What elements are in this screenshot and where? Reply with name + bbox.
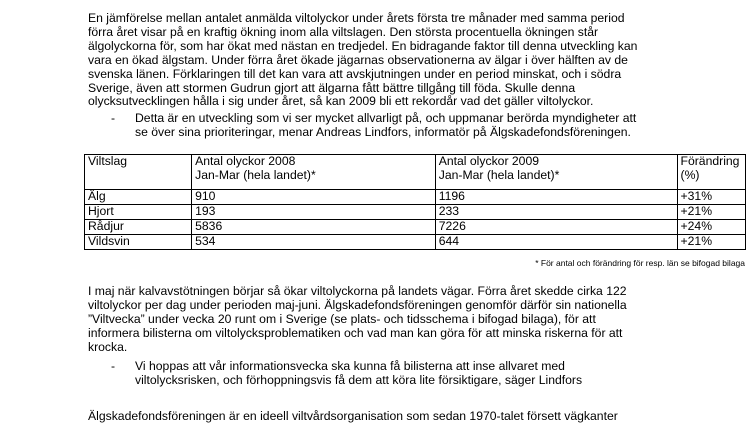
- text-line: förra året visar på en kraftig ökning inom alla viltslagen. Den största procentuella ökningen står: [88, 24, 599, 39]
- header-2009: Antal olyckor 2009 Jan-Mar (hela landet)*: [435, 155, 677, 190]
- cell-2008: 193: [192, 205, 436, 220]
- cell-species: Rådjur: [85, 220, 192, 235]
- cell-change: +21%: [677, 235, 745, 250]
- bullet-dash: -: [111, 111, 116, 125]
- table-row: [85, 205, 746, 220]
- cell-2009: 7226: [435, 220, 677, 235]
- table-row: [85, 220, 746, 235]
- bullet-dash: -: [111, 359, 116, 373]
- text-line: olycksutvecklingen hålla i sig under året, så kan 2009 bli ett rekordår vad det gäller viltolyckor.: [88, 94, 594, 109]
- text-line: En jämförelse mellan antalet anmälda viltolyckor under årets första tre månader med samma period: [88, 11, 625, 25]
- table-row: [85, 190, 746, 205]
- quote-text: [135, 360, 695, 388]
- cell-2009: 233: [435, 205, 677, 220]
- cell-species: Vildsvin: [85, 235, 192, 250]
- cell-species: Älg: [85, 190, 192, 205]
- text-line: Detta är en utveckling som vi ser mycket allvarligt på, och uppmanar berörda myndigheter att: [135, 111, 637, 125]
- header-2008: Antal olyckor 2008 Jan-Mar (hela landet)*: [192, 155, 436, 190]
- cell-2008: 910: [192, 190, 436, 205]
- text-line: se över sina prioriteringar, menar Andreas Lindfors, informatör på Älgskadefondsföreningen.: [135, 124, 631, 139]
- text-line: vara en ökad älgstam. Under förra året ökade jägarnas observationerna av älgar i över hälften av de: [88, 52, 628, 67]
- text-line: viltolycksrisken, och förhoppningsvis få dem att köra lite försiktigare, säger Lindfors: [135, 372, 583, 387]
- cell-change: +21%: [677, 205, 745, 220]
- text-line: älgolyckorna för, som har ökat med nästan en tredjedel. En bidragande faktor till denna utveckling kan: [88, 38, 638, 53]
- text-line: informera bilisterna om viltolycksproblematiken och vad man kan göra för att minska riskerna för att: [88, 325, 623, 340]
- text-line: viltolyckor per dag under perioden maj-juni. Älgskadefondsföreningen genomför därför sin nationella: [88, 297, 627, 312]
- cell-2009: 1196: [435, 190, 677, 205]
- table-footnote: * För antal och förändring för resp. län se bifogad bilaga: [535, 258, 745, 268]
- header-change: Förändring (%): [677, 155, 745, 190]
- text-line: ”Viltvecka” under vecka 20 runt om i Sverige (se plats- och tidsschema i bifogad bilaga), för att: [88, 311, 596, 326]
- viltvecka-paragraph: [88, 285, 663, 355]
- text-line: krocka.: [88, 339, 128, 354]
- cell-2008: 5836: [192, 220, 436, 235]
- quote-text: [135, 112, 695, 140]
- text-line: Sverige, även att stormen Gudrun gjort att älgarna fått bättre tillgång till föda. Skulle denna: [88, 80, 576, 95]
- text-line: I maj när kalvavstötningen börjar så ökar viltolyckorna på landets vägar. Förra året skedde cirka 122: [88, 284, 627, 298]
- text-line: Vi hoppas att vår informationsvecka ska kunna få bilisterna att inse allvaret med: [135, 359, 565, 373]
- table-row: [85, 235, 746, 250]
- cell-change: +24%: [677, 220, 745, 235]
- cell-2008: 534: [192, 235, 436, 250]
- cell-species: Hjort: [85, 205, 192, 220]
- accident-statistics-table: [84, 154, 746, 250]
- cell-change: +31%: [677, 190, 745, 205]
- header-species: Viltslag: [85, 155, 192, 190]
- intro-paragraph: [88, 12, 663, 109]
- cell-2009: 644: [435, 235, 677, 250]
- text-line: svenska länen. Förklaringen till det kan vara att avskjutningen under en period minskat, och i södra: [88, 66, 622, 81]
- cut-off-text-line: Älgskadefondsföreningen är en ideell viltvårdsorganisation som sedan 1970-talet försett vägkanter: [88, 409, 618, 423]
- table-header-row: [85, 155, 746, 190]
